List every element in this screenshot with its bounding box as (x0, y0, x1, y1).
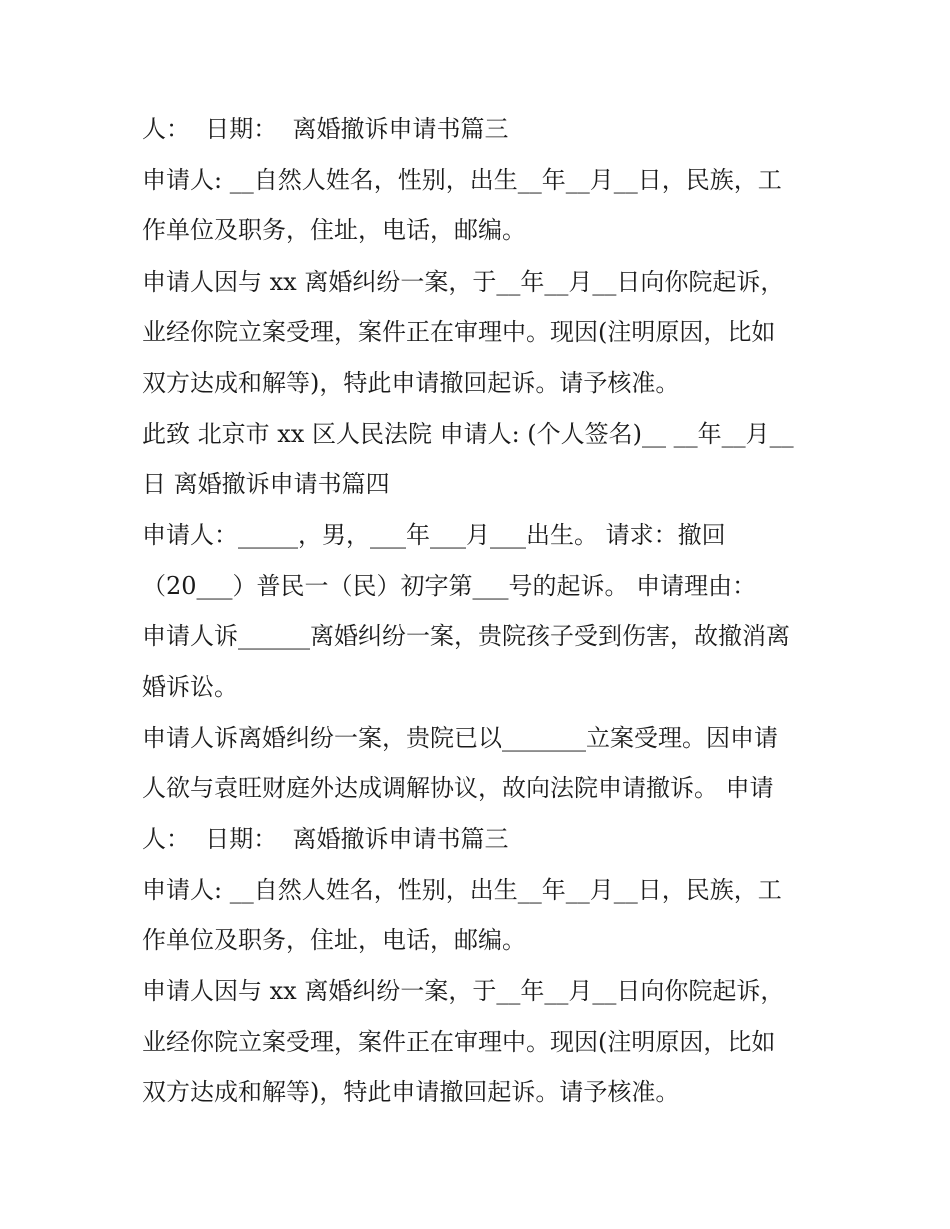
text-line: 此致 北京市 xx 区人民法院 申请人: (个人签名)__ __年__月__ (142, 420, 794, 448)
text-line: 申请人: __自然人姓名，性别，出生__年__月__日，民族，工 (142, 876, 782, 904)
text-line: 人欲与袁旺财庭外达成调解协议，故向法院申请撤诉。 申请 (142, 774, 774, 802)
text-line: 申请人：_____，男，___年___月___出生。 请求：撤回 (142, 521, 726, 549)
text-line: 人： 日期： 离婚撤诉申请书篇三 (142, 115, 509, 143)
text-line: 作单位及职务，住址，电话，邮编。 (142, 216, 526, 244)
text-line: 日 离婚撤诉申请书篇四 (142, 470, 390, 498)
text-line: 申请人诉______离婚纠纷一案，贵院孩子受到伤害，故撤消离 (142, 622, 790, 650)
text-line: 申请人因与 xx 离婚纠纷一案，于__年__月__日向你院起诉， (142, 268, 785, 296)
text-line: 申请人因与 xx 离婚纠纷一案，于__年__月__日向你院起诉， (142, 977, 785, 1005)
text-line: 双方达成和解等)，特此申请撤回起诉。请予核准。 (142, 1078, 680, 1106)
text-line: 申请人: __自然人姓名，性别，出生__年__月__日，民族，工 (142, 166, 782, 194)
text-line: 业经你院立案受理，案件正在审理中。现因(注明原因，比如 (142, 1028, 776, 1056)
text-line: 业经你院立案受理，案件正在审理中。现因(注明原因，比如 (142, 318, 776, 346)
text-line: （20___）普民一（民）初字第___号的起诉。 申请理由： (142, 572, 757, 600)
text-line: 双方达成和解等)，特此申请撤回起诉。请予核准。 (142, 369, 680, 397)
text-line: 婚诉讼。 (142, 673, 238, 701)
text-line: 申请人诉离婚纠纷一案，贵院已以_______立案受理。因申请 (142, 724, 778, 752)
text-line: 人： 日期： 离婚撤诉申请书篇三 (142, 825, 509, 853)
text-line: 作单位及职务，住址，电话，邮编。 (142, 926, 526, 954)
